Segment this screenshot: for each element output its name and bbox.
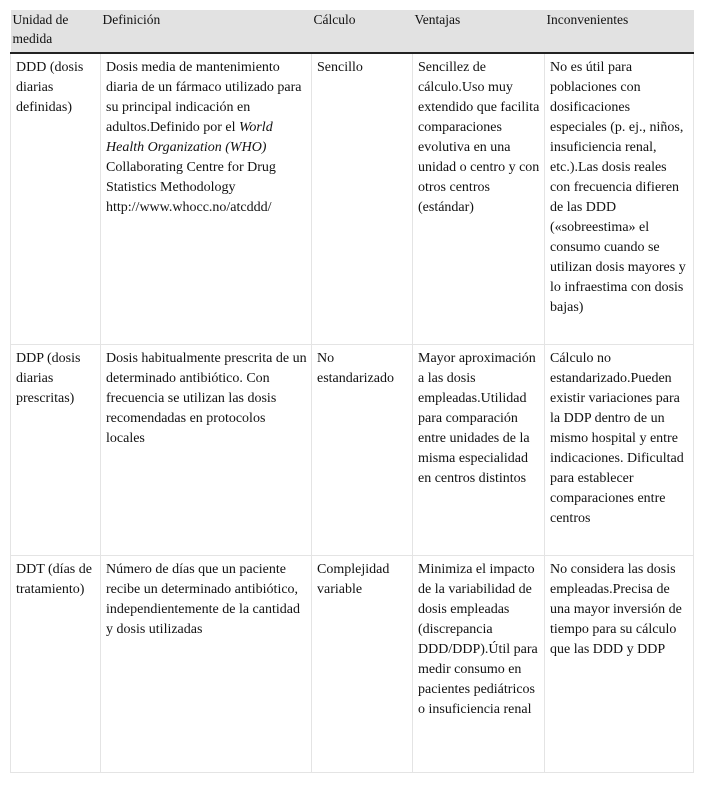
table-container — [10, 10, 693, 773]
header-ventajas: Ventajas — [413, 10, 545, 53]
cell-inconvenientes: Cálculo no estandarizado.Pueden existir variaciones para la DDP dentro de un mismo hospital y entre indicaciones. Dificultad para establecer comparaciones entre centros — [545, 345, 694, 556]
cell-definicion: Dosis habitualmente prescrita de un determinado antibiótico. Con frecuencia se utilizan las dosis recomendadas en protocolos locales — [101, 345, 312, 556]
whocc-link[interactable]: http://www.whocc.no/atcddd/ — [106, 200, 272, 215]
definicion-italic: World Health Organization (WHO) — [106, 120, 273, 155]
cell-inconvenientes: No considera las dosis empleadas.Precisa de una mayor inversión de tiempo para su cálculo que las DDD y DDP — [545, 556, 694, 773]
cell-unidad: DDD (dosis diarias definidas) — [11, 53, 101, 345]
table-header — [11, 10, 694, 53]
definicion-text-post: Collaborating Centre for Drug Statistics Methodology — [106, 160, 276, 195]
cell-calculo: Sencillo — [312, 53, 413, 345]
units-table — [10, 10, 694, 773]
cell-ventajas: Mayor aproximación a las dosis empleadas.Utilidad para comparación entre unidades de la misma especialidad en centros distintos — [413, 345, 545, 556]
table-row — [11, 345, 694, 556]
cell-ventajas — [413, 556, 545, 773]
header-row — [11, 10, 694, 53]
definicion-text: Dosis media de mantenimiento diaria de un fármaco utilizado para su principal indicación en adultos.Definido por el — [106, 60, 302, 135]
table-row — [11, 53, 694, 345]
cell-unidad: DDP (dosis diarias prescritas) — [11, 345, 101, 556]
cell-inconvenientes: No es útil para poblaciones con dosificaciones especiales (p. ej., niños, insuficiencia renal, etc.).Las dosis reales con frecuencia difieren de las DDD («sobreestima» el consumo cuando se utilizan dosis mayores y lo infraestima con dosis bajas) — [545, 53, 694, 345]
header-definicion: Definición — [101, 10, 312, 53]
header-calculo: Cálculo — [312, 10, 413, 53]
cell-definicion: Número de días que un paciente recibe un determinado antibiótico, independientemente de la cantidad y dosis utilizadas — [101, 556, 312, 773]
ventajas-clip: Minimiza el impacto de la variabilidad de dosis empleadas (discrepancia DDD/DDP).Útil para medir consumo en pacientes pediátricos o insuficiencia renal — [418, 562, 538, 717]
cell-calculo: Complejidad variable — [312, 556, 413, 773]
cell-unidad: DDT (días de tratamiento) — [11, 556, 101, 773]
cell-ventajas: Sencillez de cálculo.Uso muy extendido que facilita comparaciones evolutiva en una unidad o centro y con otros centros (estándar) — [413, 53, 545, 345]
cell-definicion — [101, 53, 312, 345]
table-row — [11, 556, 694, 773]
cell-calculo: No estandarizado — [312, 345, 413, 556]
header-unidad: Unidad de medida — [11, 10, 101, 53]
header-inconvenientes: Inconvenientes — [545, 10, 694, 53]
